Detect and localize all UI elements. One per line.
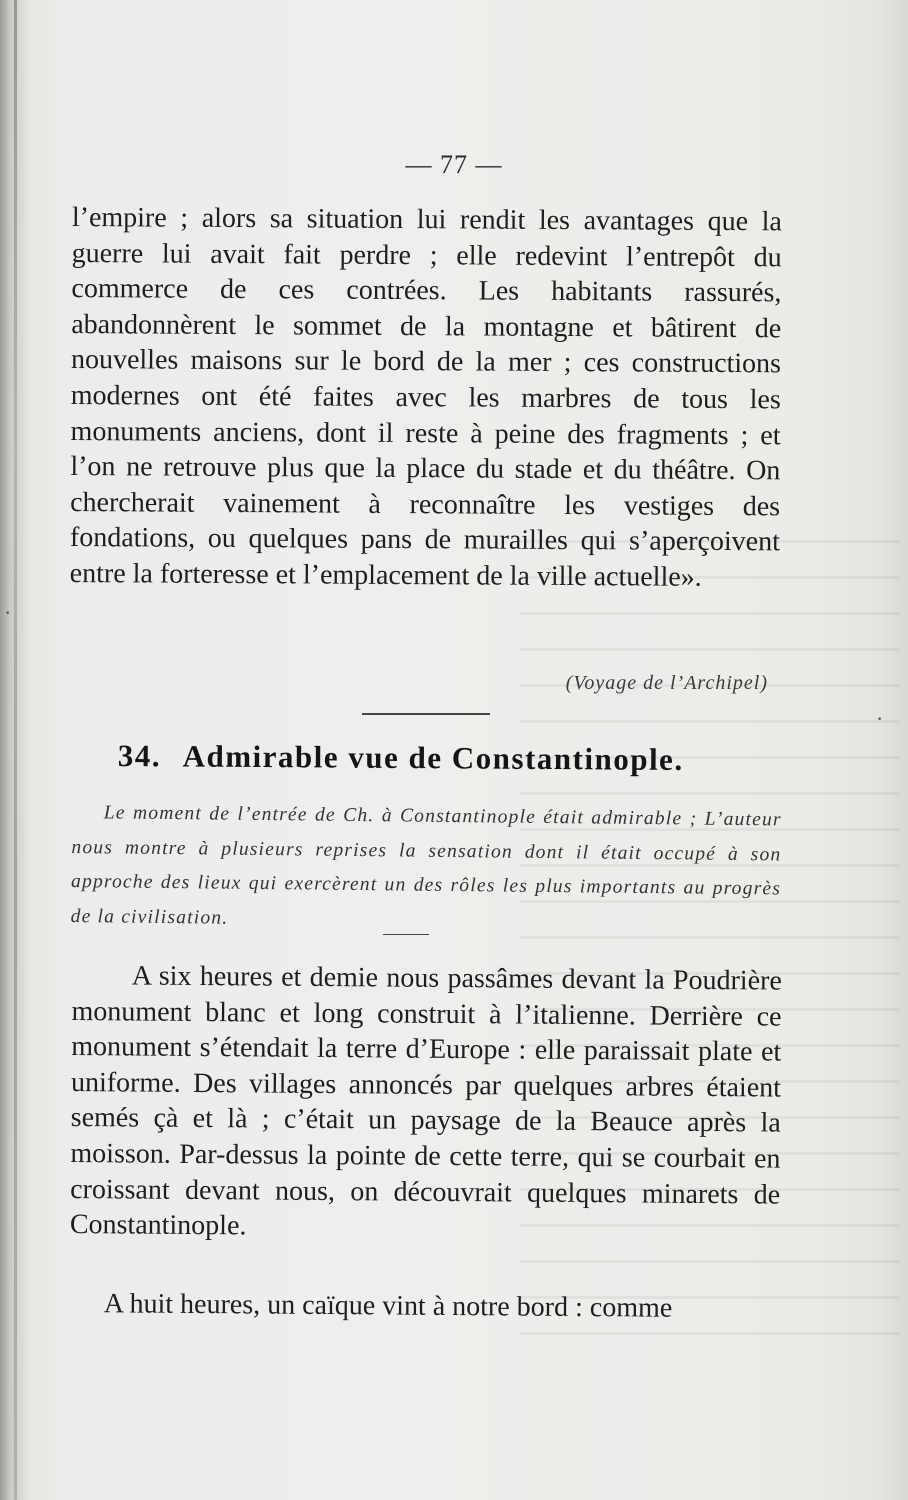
page-number: — 77 — xyxy=(405,150,503,179)
body-paragraph-1: A six heures et demie nous passâmes devant la Poudrière monument blanc et long construit à l’italienne. Derrière ce monument s’étendait la terre d’Europe : elle paraissait plate et uniforme. Des villages annoncés par quelques arbres étaient semés çà et là ; c’était un paysage de la Beauce après la moisson. Par-dessus la pointe de cette terre, qui se courbait en croissant devant nous, on découvrait quelques minarets de Constantinople. xyxy=(69,960,782,1242)
body-paragraph-2: A huit heures, un caïque vint à notre bord : comme xyxy=(103,1288,673,1324)
summary-divider xyxy=(383,934,429,935)
section-number: 34. xyxy=(117,738,162,774)
section-divider xyxy=(362,713,490,715)
source-citation: (Voyage de l’Archipel) xyxy=(565,672,768,694)
margin-mark: · xyxy=(4,600,12,625)
top-paragraph: l’empire ; alors sa situation lui rendit les avantages que la guerre lui avait fait perdre ; elle redevint l’entrepôt du commerce de ces contrées. Les habitants rassurés, abandonnèrent le sommet de la montagne et bâtirent de nouvelles maisons sur le bord de la mer ; ces constructions modernes ont été faites avec les marbres de tous les monuments anciens, dont il reste à peine des fragments ; et l’on ne retrouve plus que la place du stade et du théâtre. On chercherait vainement à reconnaître les vestiges des fondations, ou quelques pans de murailles qui s’aperçoivent entre la forteresse et l’emplacement de la ville actuelle». xyxy=(69,201,782,593)
margin-dot: · xyxy=(876,706,884,731)
section-title: Admirable vue de Constantinople. xyxy=(182,738,684,777)
section-summary: Le moment de l’entrée de Ch. à Constantinople était admirable ; L’auteur nous montre à plusieurs reprises la sensation dont il était occupé à son approche des lieux qui exercèrent un des rôles les plus importants au progrès de la civilisation. xyxy=(70,802,782,929)
page-gutter-shadow xyxy=(14,0,17,1500)
section-heading xyxy=(118,738,684,778)
